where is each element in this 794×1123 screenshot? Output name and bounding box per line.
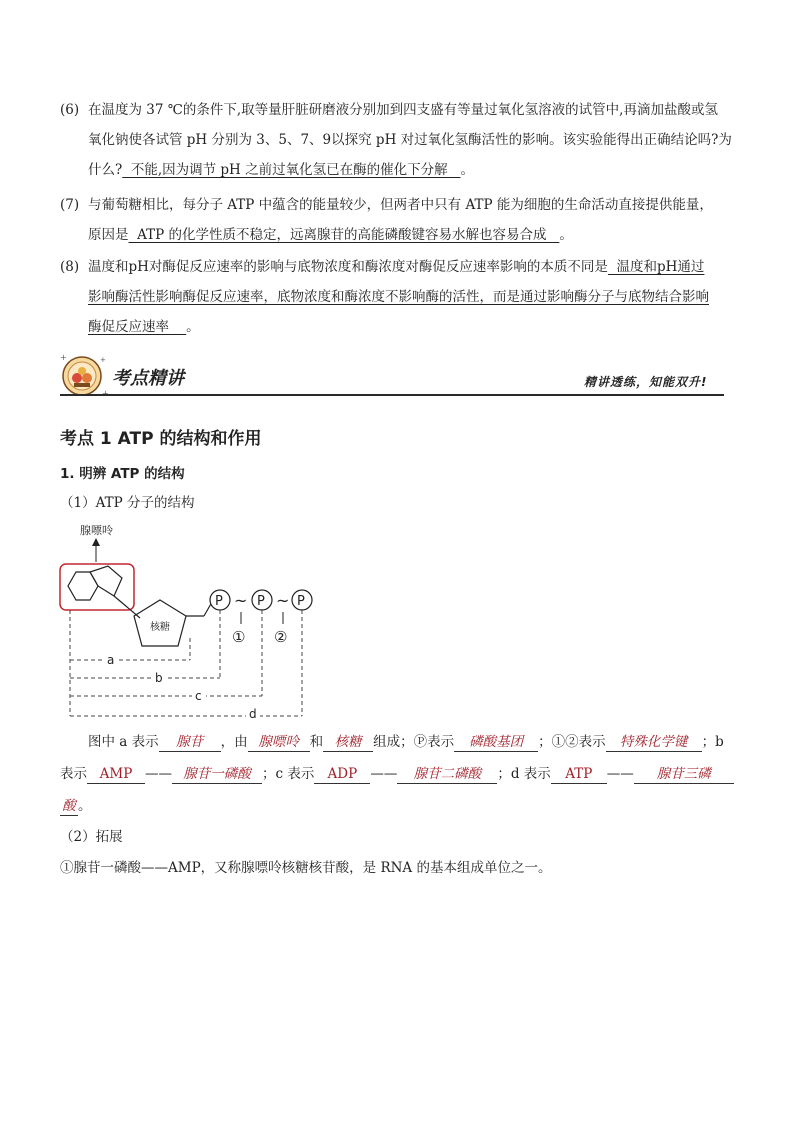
text: —— xyxy=(145,766,172,782)
adenine-hexagon xyxy=(68,572,98,600)
text: ；c 表示 xyxy=(262,766,315,782)
sub-heading-2: （2）拓展 xyxy=(60,829,123,845)
blank-answer: 酸 xyxy=(60,798,78,816)
blank-answer: 腺苷一磷酸 xyxy=(172,766,262,784)
blank-answer: ATP xyxy=(551,766,607,784)
bond-marker-1: ① xyxy=(232,628,246,646)
answer-underlined: 影响酶活性影响酶促反应速率，底物浓度和酶浓度不影响酶的活性，而是通过影响酶分子与底物结合影响 xyxy=(88,289,709,305)
text: ，由 xyxy=(220,734,248,750)
atp-structure-diagram xyxy=(56,520,326,720)
answer-underlined: 温度和pH通过 xyxy=(607,259,705,275)
high-energy-bond-1: ~ xyxy=(234,591,248,610)
text: 组成； xyxy=(373,734,414,750)
blank-answer: 腺苷三磷 xyxy=(634,766,734,784)
question-item-8 xyxy=(60,252,740,342)
bracket-label-a: a xyxy=(107,653,115,667)
answer-underlined: 酶促反应速率 xyxy=(88,319,187,335)
text: ；d 表示 xyxy=(497,766,551,782)
phosphate-symbol: Ⓟ xyxy=(413,734,428,750)
blank-answer: 腺苷二磷酸 xyxy=(397,766,497,784)
phosphate-label: P xyxy=(297,594,305,609)
item-text: 。 xyxy=(559,227,573,243)
item-text: 。 xyxy=(460,162,474,178)
extension-text: ①腺苷一磷酸——AMP，又称腺嘌呤核糖核苷酸，是 RNA 的基本组成单位之一。 xyxy=(60,860,552,876)
text: ；b xyxy=(701,734,724,750)
blank-answer: 腺嘌呤 xyxy=(248,734,310,752)
item-number: (7) xyxy=(60,197,80,213)
blank-answer: 磷酸基团 xyxy=(454,734,538,752)
banner-title: 考点精讲 xyxy=(112,368,184,389)
banner-badge-icon xyxy=(56,352,108,400)
text: 。 xyxy=(78,798,92,814)
item-text: 。 xyxy=(186,319,200,335)
blank-answer: 核糖 xyxy=(323,734,373,752)
phosphate-label: P xyxy=(215,594,223,609)
item-text: 氧化钠使各试管 pH 分别为 3、5、7、9以探究 pH 对过氧化氢酶活性的影响。该实验能得出正确结论吗?为 xyxy=(88,132,732,148)
svg-text:+: + xyxy=(60,353,67,362)
item-text: 什么? xyxy=(88,162,123,178)
answer-underlined: ATP 的化学性质不稳定，远离腺苷的高能磷酸键容易水解也容易合成 xyxy=(128,227,560,243)
item-text: 与葡萄糖相比，每分子 ATP 中蕴含的能量较少，但两者中只有 ATP 能为细胞的生命活动直接提供能量， xyxy=(88,197,713,213)
text: 表示 xyxy=(427,734,455,750)
question-item-7 xyxy=(60,190,740,250)
bracket-label-c: c xyxy=(195,689,202,703)
item-number: (6) xyxy=(60,102,80,118)
adenine-label: 腺嘌呤 xyxy=(80,524,113,537)
text: —— xyxy=(370,766,398,782)
phosphate-label: P xyxy=(257,594,265,609)
text: —— xyxy=(606,766,634,782)
svg-text:+: + xyxy=(100,356,106,364)
bracket-label-d: d xyxy=(249,707,257,721)
item-number: (8) xyxy=(60,259,80,275)
blank-answer: AMP xyxy=(87,766,145,784)
text: 表示 xyxy=(578,734,606,750)
fill-in-paragraph xyxy=(60,726,750,822)
bond-markers: ①② xyxy=(551,734,579,750)
text: ； xyxy=(538,734,552,750)
item-text: 温度和pH对酶促反应速率的影响与底物浓度和酶浓度对酶促反应速率影响的本质不同是 xyxy=(88,259,608,275)
blank-answer: 特殊化学键 xyxy=(606,734,702,752)
banner-slogan: 精讲透练，知能双升! xyxy=(584,375,708,389)
item-text: 原因是 xyxy=(88,227,129,243)
answer-underlined: 不能,因为调节 pH 之前过氧化氢已在酶的催化下分解 xyxy=(122,162,461,178)
high-energy-bond-2: ~ xyxy=(276,591,290,610)
ribose-label: 核糖 xyxy=(150,622,170,633)
blank-answer: 腺苷 xyxy=(159,734,221,752)
sub-heading-1: （1）ATP 分子的结构 xyxy=(60,495,195,511)
bracket-label-b: b xyxy=(155,671,163,685)
text: 表示 xyxy=(60,766,87,782)
subsection-title: 1. 明辨 ATP 的结构 xyxy=(60,466,185,482)
banner-divider xyxy=(60,394,724,396)
section-title: 考点 1 ATP 的结构和作用 xyxy=(60,429,262,449)
blank-answer: ADP xyxy=(314,766,370,784)
question-item-6 xyxy=(60,95,740,185)
text: 和 xyxy=(309,734,324,750)
item-text: 在温度为 37 ℃的条件下,取等量肝脏研磨液分别加到四支盛有等量过氧化氢溶液的试管中,再滴加盐酸或氢 xyxy=(88,102,718,118)
text: 图中 a 表示 xyxy=(88,734,159,750)
bond-marker-2: ② xyxy=(274,628,288,646)
